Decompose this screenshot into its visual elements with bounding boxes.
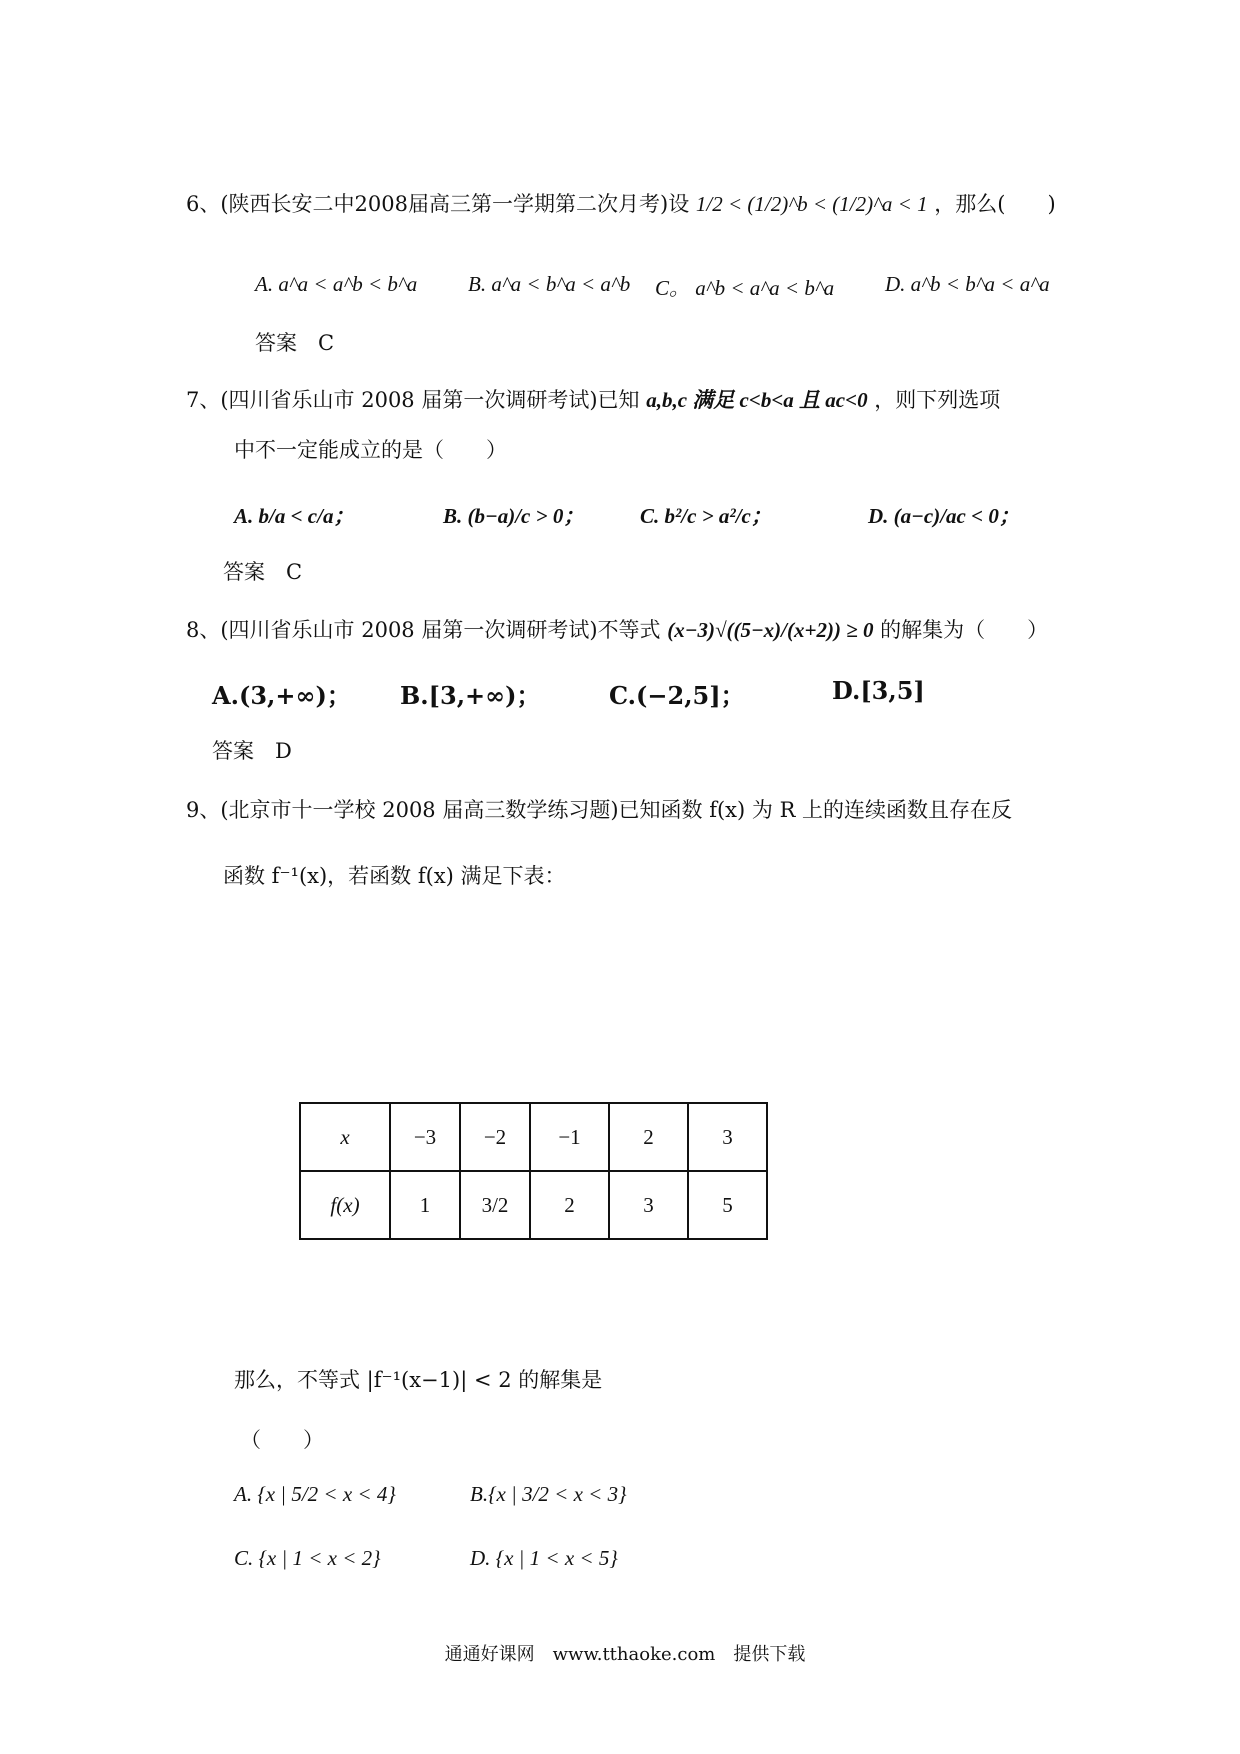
q6-option-d: D. a^b < b^a < a^a <box>885 272 1050 296</box>
q6-stem <box>186 188 1056 218</box>
q7-option-a: A. b/a < c/a； <box>234 504 355 528</box>
table-cell: 3 <box>609 1171 688 1239</box>
q7-answer: 答案 C <box>223 560 303 584</box>
q8-option-c: C.(−2,5]； <box>609 681 745 710</box>
q6-answer: 答案 C <box>255 331 335 355</box>
q9-question: 那么，不等式 |f⁻¹(x−1)| < 2 的解集是 <box>234 1368 603 1392</box>
q7-option-d: D. (a−c)/ac < 0； <box>868 504 1020 528</box>
q8-stem <box>186 614 1048 644</box>
q9-line2: 函数 f⁻¹(x)，若函数 f(x) 满足下表： <box>223 864 566 888</box>
table-cell: −2 <box>460 1103 530 1171</box>
table-cell: −3 <box>390 1103 460 1171</box>
q9-option-b: B.{x | 3/2 < x < 3} <box>470 1482 627 1506</box>
table-cell: 1 <box>390 1171 460 1239</box>
q7-stem <box>186 384 1000 414</box>
q7-option-b: B. (b−a)/c > 0； <box>443 504 585 528</box>
q9-stem: 9、(北京市十一学校 2008 届高三数学练习题)已知函数 f(x) 为 R 上的连续函数且存在反 <box>186 798 1013 822</box>
q8-expression: (x−3)√((5−x)/(x+2)) ≥ 0 <box>667 618 874 642</box>
q8-tail: 的解集为（ ） <box>880 618 1049 642</box>
table-cell: 3 <box>688 1103 767 1171</box>
q8-answer: 答案 D <box>212 739 292 763</box>
q9-blank: （ ） <box>240 1428 324 1452</box>
q6-option-b: B. a^a < b^a < a^b <box>468 272 631 296</box>
q8-option-b: B.[3,+∞)； <box>400 681 541 710</box>
footer: 通通好课网 www.tthaoke.com 提供下载 <box>444 1644 806 1665</box>
q7-option-c: C. b²/c > a²/c； <box>640 504 772 528</box>
q9-option-a: A. {x | 5/2 < x < 4} <box>234 1482 396 1506</box>
table-row-x <box>300 1103 767 1171</box>
q8-stem-text: 8、(四川省乐山市 2008 届第一次调研考试)不等式 <box>186 618 661 642</box>
table-cell: 2 <box>609 1103 688 1171</box>
q7-condition: a,b,c 满足 c<b<a 且 ac<0 <box>646 388 868 412</box>
q9-option-c: C. {x | 1 < x < 2} <box>234 1546 381 1570</box>
table-header-fx: f(x) <box>300 1171 390 1239</box>
q6-stem-text: 6、(陕西长安二中2008届高三第一学期第二次月考)设 <box>186 192 690 216</box>
q8-option-d: D.[3,5] <box>832 676 925 705</box>
table-header-x: x <box>300 1103 390 1171</box>
table-cell: −1 <box>530 1103 609 1171</box>
q6-option-c: C。 a^b < a^a < b^a <box>655 276 835 300</box>
q8-option-a: A.(3,+∞)； <box>212 681 351 710</box>
q7-stem-text: 7、(四川省乐山市 2008 届第一次调研考试)已知 <box>186 388 640 412</box>
table-cell: 2 <box>530 1171 609 1239</box>
q6-option-a: A. a^a < a^b < b^a <box>255 272 418 296</box>
table-row-fx <box>300 1171 767 1239</box>
q6-expression: 1/2 < (1/2)^b < (1/2)^a < 1 <box>695 192 928 216</box>
q7-line2: 中不一定能成立的是（ ） <box>234 438 507 462</box>
q6-tail: ，那么( ) <box>934 192 1056 216</box>
table-cell: 3/2 <box>460 1171 530 1239</box>
q7-tail: ，则下列选项 <box>874 388 1001 412</box>
table-cell: 5 <box>688 1171 767 1239</box>
q9-option-d: D. {x | 1 < x < 5} <box>470 1546 618 1570</box>
function-table <box>299 1102 768 1240</box>
